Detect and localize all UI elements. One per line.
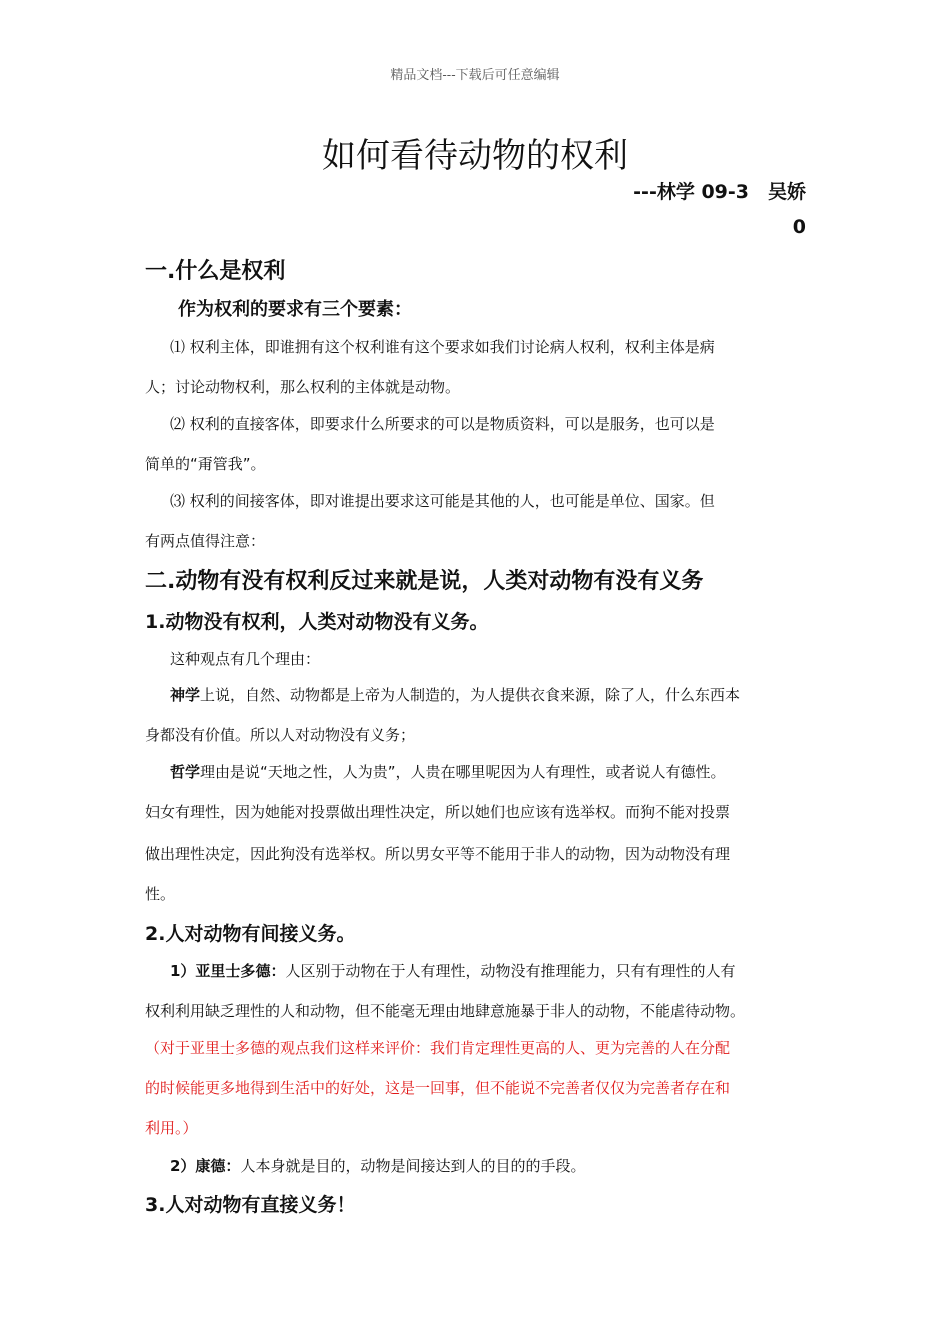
element-3-line-1: ⑶ 权利的间接客体，即对谁提出要求这可能是其他的人，也可能是单位、国家。但 <box>170 492 715 510</box>
philosophy-line-4: 性。 <box>145 885 176 903</box>
annotation-line-1: （对于亚里士多德的观点我们这样来评价：我们肯定理性更高的人、更为完善的人在分配 <box>145 1039 731 1057</box>
subsection-3-heading: 3.人对动物有直接义务！ <box>145 1194 356 1216</box>
header-watermark: 精品文档---下载后可任意编辑 <box>390 68 560 83</box>
philosophy-line-3: 做出理性决定，因此狗没有选举权。所以男女平等不能用于非人的动物，因为动物没有理 <box>145 845 731 863</box>
section-1-heading: 一.什么是权利 <box>145 259 286 284</box>
aristotle-line-2: 权利利用缺乏理性的人和动物，但不能毫无理由地肆意施暴于非人的动物，不能虐待动物。 <box>145 1002 746 1020</box>
subsection-2-heading: 2.人对动物有间接义务。 <box>145 923 356 945</box>
theology-label: 神学 <box>170 686 201 704</box>
kant-text: 人本身就是目的，动物是间接达到人的目的的手段。 <box>240 1157 586 1175</box>
philosophy-text: 理由是说“天地之性，人为贵”，人贵在哪里呢因为人有理性，或者说人有德性。 <box>200 763 726 781</box>
theology-text: 上说，自然、动物都是上帝为人制造的，为人提供衣食来源，除了人，什么东西本 <box>200 686 741 704</box>
element-2-line-1: ⑵ 权利的直接客体，即要求什么所要求的可以是物质资料，可以是服务，也可以是 <box>170 415 715 433</box>
aristotle-line-1 <box>170 961 810 981</box>
element-2-line-2: 简单的“甭管我”。 <box>145 455 266 473</box>
element-3-line-2: 有两点值得注意： <box>145 532 266 550</box>
section-2-heading: 二.动物有没有权利反过来就是说，人类对动物有没有义务 <box>145 569 704 594</box>
kant-label: 2）康德： <box>170 1157 241 1175</box>
author-line: ---林学 09-3 吴娇 <box>633 181 806 203</box>
subsection-1-intro: 这种观点有几个理由： <box>170 650 321 668</box>
aristotle-label: 1）亚里士多德： <box>170 962 286 980</box>
subsection-1-heading: 1.动物没有权利，人类对动物没有义务。 <box>145 611 489 633</box>
philosophy-line-2: 妇女有理性，因为她能对投票做出理性决定，所以她们也应该有选举权。而狗不能对投票 <box>145 803 731 821</box>
philosophy-label: 哲学 <box>170 763 201 781</box>
aristotle-text: 人区别于动物在于人有理性，动物没有推理能力，只有有理性的人有 <box>285 962 736 980</box>
element-1-line-2: 人；讨论动物权利，那么权利的主体就是动物。 <box>145 378 461 396</box>
author-number: 0 <box>792 216 806 238</box>
section-1-subheading: 作为权利的要求有三个要素： <box>178 299 412 320</box>
annotation-line-3: 利用。） <box>145 1119 198 1137</box>
theology-line-1 <box>170 685 810 705</box>
annotation-line-2: 的时候能更多地得到生活中的好处，这是一回事，但不能说不完善者仅仅为完善者存在和 <box>145 1079 731 1097</box>
element-1-line-1: ⑴ 权利主体，即谁拥有这个权利谁有这个要求如我们讨论病人权利，权利主体是病 <box>170 338 715 356</box>
document-title: 如何看待动物的权利 <box>322 136 628 176</box>
theology-line-2: 身都没有价值。所以人对动物没有义务； <box>145 726 416 744</box>
kant-line <box>170 1156 810 1176</box>
philosophy-line-1 <box>170 762 810 782</box>
